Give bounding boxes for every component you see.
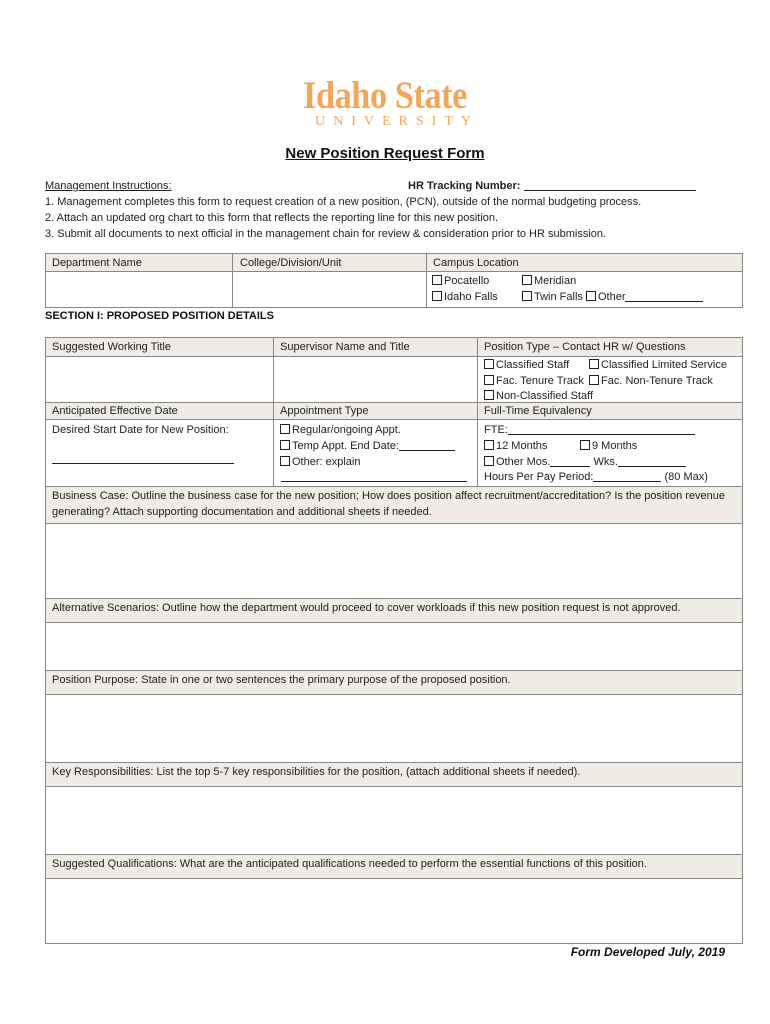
- section-heading: SECTION I: PROPOSED POSITION DETAILS: [45, 310, 274, 322]
- fte-field[interactable]: [484, 422, 695, 438]
- page-title: New Position Request Form: [285, 145, 485, 162]
- checkbox-icon[interactable]: [589, 375, 599, 385]
- logo-wordmark: Idaho State: [303, 74, 467, 117]
- campus-option-label: Other: [597, 291, 626, 303]
- fte-option-label: Other Mos.: [496, 456, 551, 468]
- fte-option-label: 9 Months: [592, 440, 638, 452]
- type-option-label: Fac. Tenure Track: [496, 375, 584, 387]
- hours-field[interactable]: [593, 469, 661, 482]
- col-divider: [477, 337, 478, 487]
- checkbox-icon[interactable]: [522, 275, 532, 285]
- instructions-header: [45, 178, 172, 194]
- business-case-field[interactable]: [45, 523, 743, 599]
- appointment-type-label: Appointment Type: [280, 405, 369, 417]
- desired-start-label: Desired Start Date for New Position:: [52, 424, 229, 436]
- checkbox-icon[interactable]: [280, 424, 290, 434]
- appt-explain-field[interactable]: [281, 469, 467, 483]
- instruction-step: 2. Attach an updated org chart to this form that reflects the reporting line for this new position.: [45, 212, 499, 224]
- campus-option-label: Idaho Falls: [444, 291, 498, 303]
- appt-option-label: Other: explain: [292, 456, 361, 468]
- checkbox-icon[interactable]: [589, 359, 599, 369]
- checkbox-icon[interactable]: [484, 359, 494, 369]
- checkbox-icon[interactable]: [484, 375, 494, 385]
- checkbox-icon[interactable]: [432, 275, 442, 285]
- checkbox-icon[interactable]: [484, 456, 494, 466]
- supervisor-field[interactable]: [274, 357, 476, 401]
- hours-per-period[interactable]: [484, 469, 708, 485]
- type-option-label: Classified Staff: [496, 359, 570, 371]
- checkbox-icon[interactable]: [432, 291, 442, 301]
- campus-option-label: Twin Falls: [534, 291, 583, 303]
- appt-regular[interactable]: [280, 422, 401, 438]
- appt-temp[interactable]: [280, 438, 455, 454]
- temp-end-date-field[interactable]: [399, 438, 455, 451]
- campus-idaho-falls[interactable]: [432, 289, 498, 305]
- dept-divider: [426, 253, 427, 308]
- type-option-label: Classified Limited Service: [601, 359, 727, 371]
- supervisor-label: Supervisor Name and Title: [280, 341, 410, 353]
- type-option-label: Non-Classified Staff: [496, 390, 594, 402]
- alternatives-prompt: Alternative Scenarios: Outline how the department would proceed to cover workloads if this new position request is not approved.: [52, 602, 681, 614]
- checkbox-icon[interactable]: [586, 291, 596, 301]
- type-classified-limited[interactable]: [589, 357, 727, 373]
- position-type-label: Position Type – Contact HR w/ Questions: [484, 341, 686, 353]
- type-non-classified[interactable]: [484, 388, 593, 404]
- responsibilities-prompt: Key Responsibilities: List the top 5-7 key responsibilities for the position, (attach additional sheets if needed).: [52, 766, 581, 778]
- purpose-field[interactable]: [45, 694, 743, 763]
- months-field[interactable]: [550, 454, 590, 467]
- instruction-step: 1. Management completes this form to request creation of a new position, (PCN), outside of the normal budgeting process.: [45, 196, 642, 208]
- working-title-field[interactable]: [46, 357, 272, 401]
- instruction-step: 3. Submit all documents to next official in the management chain for review & consideration prior to HR submission.: [45, 228, 607, 240]
- checkbox-icon[interactable]: [580, 440, 590, 450]
- appt-option-label: Temp Appt. End Date:: [292, 440, 400, 452]
- effective-date-label: Anticipated Effective Date: [52, 405, 178, 417]
- type-tenure[interactable]: [484, 373, 584, 389]
- checkbox-icon[interactable]: [484, 390, 494, 400]
- college-field[interactable]: [233, 272, 425, 307]
- checkbox-icon[interactable]: [280, 456, 290, 466]
- weeks-label: Wks.: [593, 456, 618, 468]
- hr-tracking-field[interactable]: [524, 178, 696, 191]
- fte-input[interactable]: [508, 422, 695, 435]
- fte-option-label: 12 Months: [496, 440, 548, 452]
- department-name-label: Department Name: [52, 257, 142, 269]
- campus-pocatello[interactable]: [432, 273, 489, 289]
- checkbox-icon[interactable]: [522, 291, 532, 301]
- working-title-label: Suggested Working Title: [52, 341, 172, 353]
- form-date-footer: Form Developed July, 2019: [570, 945, 725, 959]
- responsibilities-field[interactable]: [45, 786, 743, 855]
- campus-meridian[interactable]: [522, 273, 576, 289]
- fte-twelve[interactable]: [484, 438, 547, 454]
- weeks-field[interactable]: [618, 454, 686, 467]
- qualifications-prompt: Suggested Qualifications: What are the anticipated qualifications needed to perform the essential functions of this position.: [52, 858, 647, 870]
- hr-tracking-label: HR Tracking Number:: [408, 180, 521, 192]
- college-label: College/Division/Unit: [240, 257, 342, 269]
- row-divider: [45, 419, 743, 420]
- instructions-heading: Management Instructions:: [45, 180, 172, 192]
- fte-label: FTE:: [484, 424, 508, 436]
- fte-nine[interactable]: [580, 438, 637, 454]
- type-option-label: Fac. Non-Tenure Track: [601, 375, 713, 387]
- hours-max: (80 Max): [664, 471, 708, 483]
- campus-label: Campus Location: [433, 257, 519, 269]
- campus-twin-falls[interactable]: [522, 289, 703, 305]
- campus-option-label: Meridian: [534, 275, 577, 287]
- desired-start-field[interactable]: [52, 451, 234, 465]
- checkbox-icon[interactable]: [280, 440, 290, 450]
- type-non-tenure[interactable]: [589, 373, 713, 389]
- hours-label: Hours Per Pay Period:: [484, 471, 594, 483]
- fill-line: [52, 451, 234, 464]
- alternatives-field[interactable]: [45, 622, 743, 671]
- type-classified[interactable]: [484, 357, 569, 373]
- fill-line: [281, 469, 467, 482]
- logo-subtitle: UNIVERSITY: [315, 114, 479, 129]
- purpose-prompt: Position Purpose: State in one or two sentences the primary purpose of the proposed position.: [52, 674, 511, 686]
- hr-tracking: [408, 178, 696, 194]
- fte-other[interactable]: [484, 454, 686, 470]
- campus-option-label: Pocatello: [444, 275, 490, 287]
- qualifications-field[interactable]: [45, 878, 743, 944]
- checkbox-icon[interactable]: [484, 440, 494, 450]
- appt-other[interactable]: [280, 454, 360, 470]
- department-name-field[interactable]: [46, 272, 231, 307]
- campus-other-field[interactable]: [625, 289, 703, 302]
- appt-option-label: Regular/ongoing Appt.: [292, 424, 401, 436]
- fte-heading: Full-Time Equivalency: [484, 405, 592, 417]
- dept-table-header: [45, 253, 743, 272]
- business-case-prompt: Business Case: Outline the business case for the new position; How does position affect recruitment/accreditation? Is the position revenue generating? Attach supporting documentation and additional sheets if needed.: [52, 490, 726, 518]
